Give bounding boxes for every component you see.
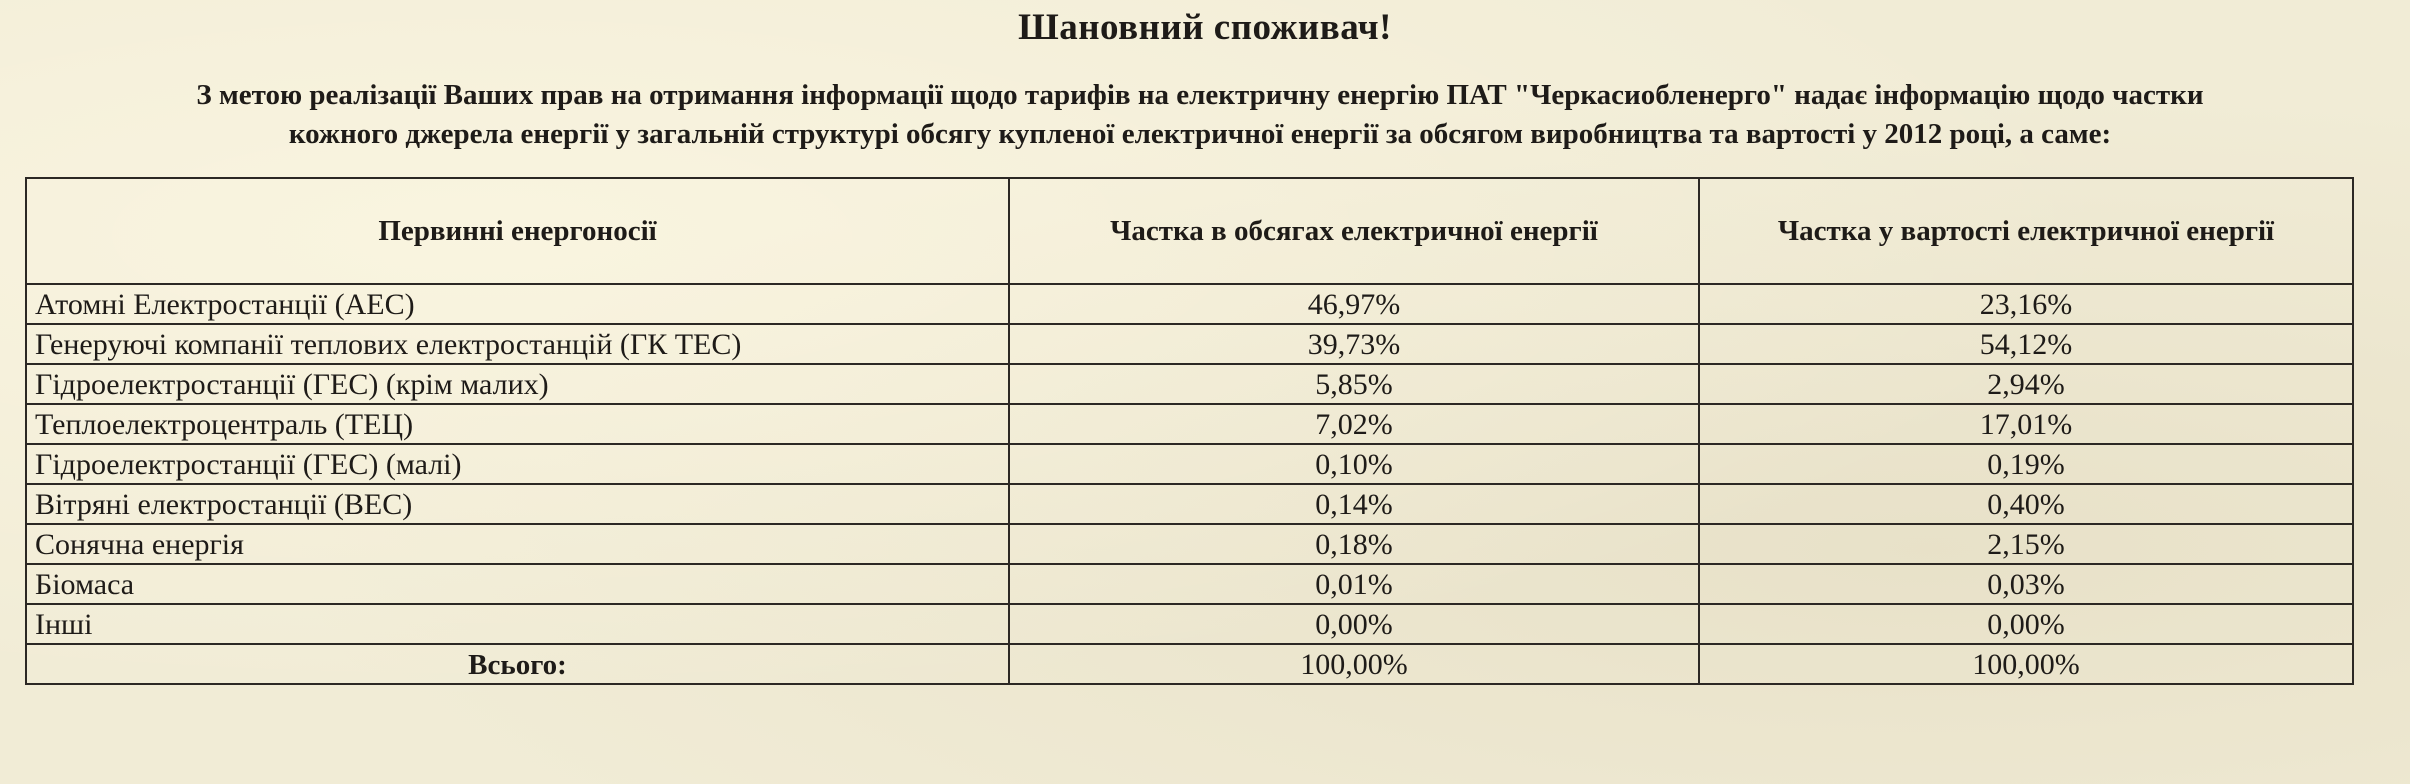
intro-line-2: кожного джерела енергії у загальній структурі обсягу купленої електричної енергії за обсягом виробництва та вартості у 2012 році, а саме: bbox=[288, 118, 2112, 150]
table-row bbox=[26, 484, 2353, 524]
row-volume-share: 0,14% bbox=[1009, 484, 1699, 524]
row-cost-share: 54,12% bbox=[1699, 324, 2353, 364]
row-cost-share: 17,01% bbox=[1699, 404, 2353, 444]
total-cost-share: 100,00% bbox=[1699, 644, 2353, 684]
page-title: Шановний споживач! bbox=[1018, 7, 1392, 48]
row-cost-share: 23,16% bbox=[1699, 284, 2353, 324]
row-source-name: Біомаса bbox=[26, 564, 1009, 604]
table-row bbox=[26, 404, 2353, 444]
row-volume-share: 7,02% bbox=[1009, 404, 1699, 444]
row-source-name: Сонячна енергія bbox=[26, 524, 1009, 564]
row-cost-share: 0,03% bbox=[1699, 564, 2353, 604]
row-source-name: Атомні Електростанції (АЕС) bbox=[26, 284, 1009, 324]
row-volume-share: 0,01% bbox=[1009, 564, 1699, 604]
intro-line-1: З метою реалізації Ваших прав на отримання інформації щодо тарифів на електричну енергію ПАТ "Черкасиобленерго" надає інформацію щодо частки bbox=[196, 79, 2204, 111]
row-source-name: Генеруючі компанії теплових електростанцій (ГК ТЕС) bbox=[26, 324, 1009, 364]
table-row bbox=[26, 364, 2353, 404]
table-row bbox=[26, 284, 2353, 324]
table-row bbox=[26, 604, 2353, 644]
row-volume-share: 46,97% bbox=[1009, 284, 1699, 324]
row-source-name: Теплоелектроцентраль (ТЕЦ) bbox=[26, 404, 1009, 444]
table-row bbox=[26, 444, 2353, 484]
row-source-name: Гідроелектростанції (ГЕС) (малі) bbox=[26, 444, 1009, 484]
row-volume-share: 0,00% bbox=[1009, 604, 1699, 644]
row-source-name: Вітряні електростанції (ВЕС) bbox=[26, 484, 1009, 524]
row-cost-share: 0,19% bbox=[1699, 444, 2353, 484]
row-cost-share: 2,94% bbox=[1699, 364, 2353, 404]
total-row bbox=[26, 644, 2353, 684]
header-primary-sources: Первинні енергоносії bbox=[26, 178, 1009, 284]
row-cost-share: 0,40% bbox=[1699, 484, 2353, 524]
row-volume-share: 39,73% bbox=[1009, 324, 1699, 364]
table-row bbox=[26, 524, 2353, 564]
row-source-name: Гідроелектростанції (ГЕС) (крім малих) bbox=[26, 364, 1009, 404]
header-cost-share: Частка у вартості електричної енергії bbox=[1699, 178, 2353, 284]
row-cost-share: 2,15% bbox=[1699, 524, 2353, 564]
row-volume-share: 5,85% bbox=[1009, 364, 1699, 404]
header-volume-share: Частка в обсягах електричної енергії bbox=[1009, 178, 1699, 284]
row-volume-share: 0,10% bbox=[1009, 444, 1699, 484]
table-row bbox=[26, 324, 2353, 364]
row-cost-share: 0,00% bbox=[1699, 604, 2353, 644]
energy-sources-table bbox=[25, 177, 2354, 685]
total-label: Всього: bbox=[26, 644, 1009, 684]
table-row bbox=[26, 564, 2353, 604]
row-source-name: Інші bbox=[26, 604, 1009, 644]
table-header-row bbox=[26, 178, 2353, 284]
row-volume-share: 0,18% bbox=[1009, 524, 1699, 564]
intro-paragraph bbox=[20, 76, 2380, 154]
total-volume-share: 100,00% bbox=[1009, 644, 1699, 684]
